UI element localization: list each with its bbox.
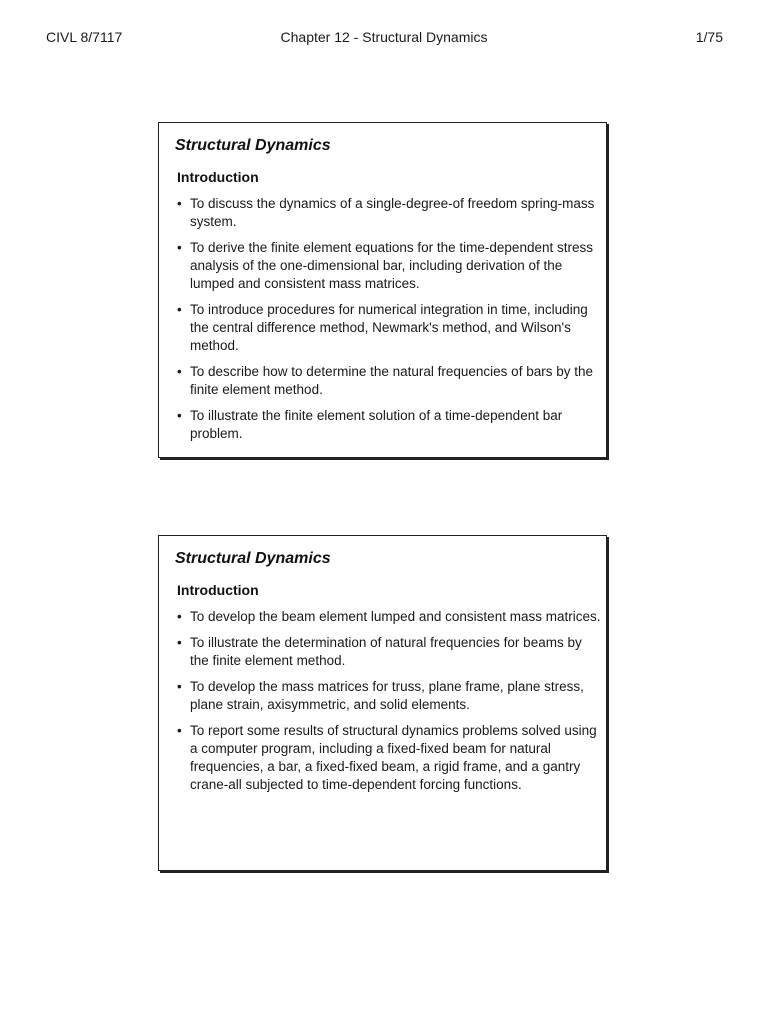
chapter-title: Chapter 12 - Structural Dynamics <box>280 29 488 45</box>
bullet-item <box>177 678 602 714</box>
bullet-item <box>177 195 602 231</box>
bullet-text: To illustrate the finite element solution of a time-dependent bar problem. <box>190 408 563 441</box>
bullet-item <box>177 239 602 293</box>
bullet-item <box>177 722 602 794</box>
bullet-icon: • <box>177 679 182 694</box>
bullet-icon: • <box>177 723 182 738</box>
bullet-text: To illustrate the determination of natural frequencies for beams by the finite element method. <box>190 635 582 668</box>
bullet-text: To report some results of structural dynamics problems solved using a computer program, including a fixed-fixed beam for natural frequencies, a bar, a fixed-fixed beam, a rigid frame, and a gantry crane-all subjected to time-dependent forcing functions. <box>190 723 597 792</box>
bullet-icon: • <box>177 196 182 211</box>
slide-1 <box>158 122 607 458</box>
bullet-list <box>175 195 602 443</box>
course-code: CIVL 8/7117 <box>46 29 123 45</box>
bullet-icon: • <box>177 408 182 423</box>
slide-title: Structural Dynamics <box>175 550 331 567</box>
slide-title: Structural Dynamics <box>175 137 331 154</box>
slide-subtitle: Introduction <box>177 582 259 598</box>
page-number: 1/75 <box>695 29 723 45</box>
slide-subtitle: Introduction <box>177 169 259 185</box>
bullet-text: To describe how to determine the natural frequencies of bars by the finite element method. <box>190 364 593 397</box>
bullet-icon: • <box>177 240 182 255</box>
bullet-list <box>175 608 602 794</box>
bullet-text: To develop the beam element lumped and consistent mass matrices. <box>190 609 601 624</box>
bullet-text: To discuss the dynamics of a single-degree-of freedom spring-mass system. <box>190 196 595 229</box>
bullet-item <box>177 608 602 626</box>
bullet-item <box>177 301 602 355</box>
page-header <box>0 28 768 48</box>
bullet-item <box>177 407 602 443</box>
bullet-icon: • <box>177 364 182 379</box>
bullet-icon: • <box>177 609 182 624</box>
bullet-icon: • <box>177 302 182 317</box>
slide-2 <box>158 535 607 871</box>
bullet-text: To introduce procedures for numerical integration in time, including the central difference method, Newmark's method, and Wilson's method. <box>190 302 588 353</box>
bullet-item <box>177 634 602 670</box>
bullet-text: To develop the mass matrices for truss, plane frame, plane stress, plane strain, axisymmetric, and solid elements. <box>190 679 584 712</box>
bullet-text: To derive the finite element equations for the time-dependent stress analysis of the one-dimensional bar, including derivation of the lumped and consistent mass matrices. <box>190 240 593 291</box>
bullet-item <box>177 363 602 399</box>
bullet-icon: • <box>177 635 182 650</box>
